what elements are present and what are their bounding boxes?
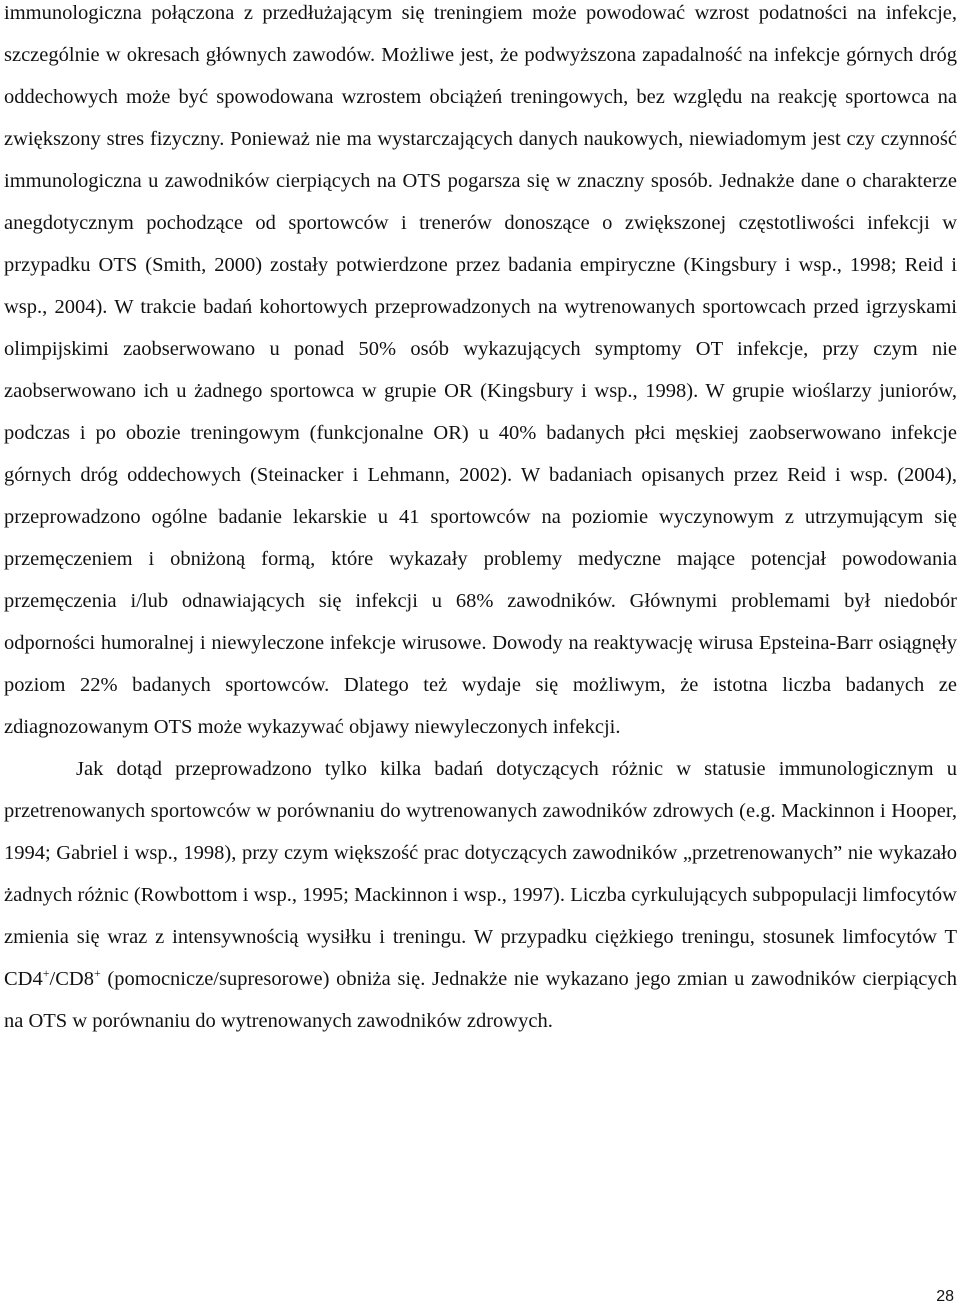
superscript: + bbox=[42, 966, 50, 980]
paragraph: immunologiczna połączona z przedłużającym się treningiem może powodować wzrost podatności na infekcje, szczególnie w okresach głównych zawodów. Możliwe jest, że podwyższona zapadalność na infekcje górnych dróg oddechowych może być spowodowana wzrostem obciążeń treningowych, bez względu na reakcję sportowca na zwiększony stres fizyczny. Ponieważ nie ma wystarczających danych naukowych, niewiadomym jest czy czynność immunologiczna u zawodników cierpiących na OTS pogarsza się w znaczny sposób. Jednakże dane o charakterze anegdotycznym pochodzące od sportowców i trenerów donoszące o zwiększonej częstotliwości infekcji w przypadku OTS (Smith, 2000) zostały potwierdzone przez badania empiryczne (Kingsbury i wsp., 1998; Reid i wsp., 2004). W trakcie badań kohortowych przeprowadzonych na wytrenowanych sportowcach przed igrzyskami olimpijskimi zaobserwowano u ponad 50% osób wykazujących symptomy OT infekcje, przy czym nie zaobserwowano ich u żadnego sportowca w grupie OR (Kingsbury i wsp., 1998). W grupie wioślarzy juniorów, podczas i po obozie treningowym (funkcjonalne OR) u 40% badanych płci męskiej zaobserwowano infekcje górnych dróg oddechowych (Steinacker i Lehmann, 2002). W badaniach opisanych przez Reid i wsp. (2004), przeprowadzono ogólne badanie lekarskie u 41 sportowców na poziomie wyczynowym z utrzymującym się przemęczeniem i obniżoną formą, które wykazały problemy medyczne mające potencjał powodowania przemęczenia i/lub odnawiających się infekcji u 68% zawodników. Głównymi problemami był niedobór odporności humoralnej i niewyleczone infekcje wirusowe. Dowody na reaktywację wirusa Epsteina-Barr osiągnęły poziom 22% badanych sportowców. Dlatego też wydaje się możliwym, że istotna liczba badanych ze zdiagnozowanym OTS może wykazywać objawy niewyleczonych infekcji. bbox=[4, 2, 957, 738]
paragraph bbox=[4, 748, 957, 1042]
paragraph-text: (pomocnicze/supresorowe) obniża się. Jednakże nie wykazano jego zmian u zawodników cierpiących na OTS w porównaniu do wytrenowanych zawodników zdrowych. bbox=[4, 968, 957, 1032]
paragraph-text: Jak dotąd przeprowadzono tylko kilka badań dotyczących różnic w statusie immunologicznym u przetrenowanych sportowców w porównaniu do wytrenowanych zawodników zdrowych (e.g. Mackinnon i Hooper, 1994; Gabriel i wsp., 1998), przy czym większość prac dotyczących zawodników „przetrenowanych” nie wykazało żadnych różnic (Rowbottom i wsp., 1995; Mackinnon i wsp., 1997). Liczba cyrkulujących subpopulacji limfocytów zmienia się wraz z intensywnością wysiłku i treningu. W przypadku ciężkiego treningu, stosunek limfocytów T CD4 bbox=[4, 758, 957, 990]
document-body bbox=[4, 0, 957, 1042]
paragraph-text: /CD8 bbox=[49, 968, 94, 990]
superscript: + bbox=[93, 966, 101, 980]
page-number: 28 bbox=[936, 1288, 954, 1305]
